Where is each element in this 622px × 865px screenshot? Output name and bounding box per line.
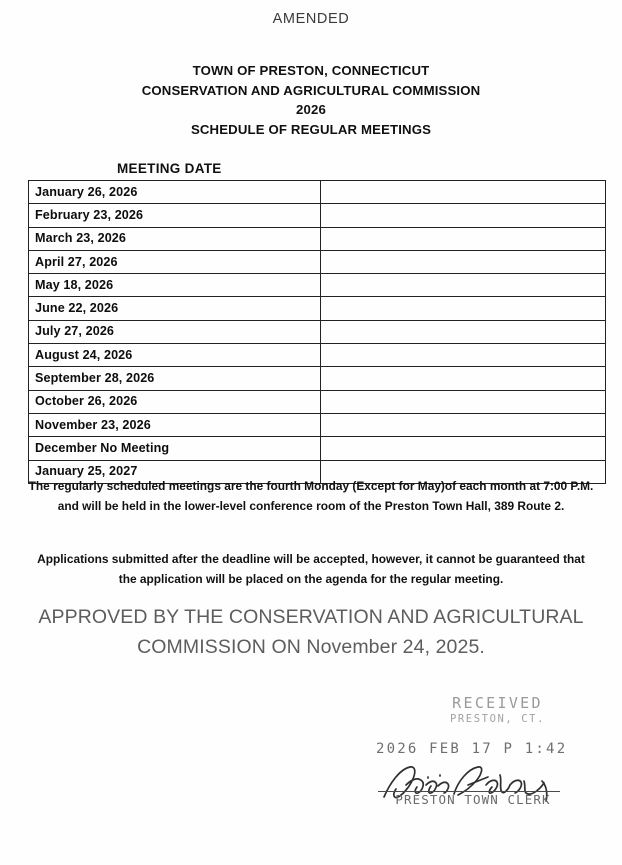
meeting-schedule-table [28, 180, 606, 484]
meeting-date-cell: October 26, 2026 [29, 390, 321, 413]
document-title-block [0, 61, 622, 139]
table-row [29, 320, 606, 343]
meeting-notes-cell [321, 344, 606, 367]
table-row [29, 344, 606, 367]
stamp-clerk-label: PRESTON TOWN CLERK [395, 792, 551, 807]
meeting-notes-cell [321, 413, 606, 436]
meeting-notes-cell [321, 227, 606, 250]
table-row [29, 367, 606, 390]
table-row [29, 274, 606, 297]
approval-statement: APPROVED BY THE CONSERVATION AND AGRICULTURAL COMMISSION ON November 24, 2025. [38, 606, 584, 658]
table-row [29, 250, 606, 273]
meeting-notes-cell [321, 250, 606, 273]
meeting-date-cell: August 24, 2026 [29, 344, 321, 367]
stamp-datetime: 2026 FEB 17 P 1:42 [376, 741, 568, 757]
meeting-date-cell: June 22, 2026 [29, 297, 321, 320]
table-row [29, 204, 606, 227]
table-row [29, 181, 606, 204]
meeting-date-cell: September 28, 2026 [29, 367, 321, 390]
meeting-date-cell: November 23, 2026 [29, 413, 321, 436]
table-row [29, 437, 606, 460]
schedule-note-paragraph: The regularly scheduled meetings are the fourth Monday (Except for May)of each month at 7:00 P.M. and will be held in the lower-level conference room of the Preston Town Hall, 389 Route 2. [28, 479, 594, 513]
title-line-year: 2026 [296, 102, 326, 117]
meeting-date-cell: July 27, 2026 [29, 320, 321, 343]
title-line-schedule: SCHEDULE OF REGULAR MEETINGS [190, 121, 432, 137]
meeting-date-cell: May 18, 2026 [29, 274, 321, 297]
applications-note-paragraph: Applications submitted after the deadline will be accepted, however, it cannot be guaranteed that the application will be placed on the agenda for the regular meeting. [37, 552, 585, 586]
meeting-notes-cell [321, 204, 606, 227]
meeting-date-cell: February 23, 2026 [29, 204, 321, 227]
meeting-date-column-header: MEETING DATE [117, 161, 222, 176]
meeting-date-cell: January 26, 2026 [29, 181, 321, 204]
stamp-city-label: PRESTON, CT. [449, 713, 546, 725]
table-row [29, 227, 606, 250]
table-row [29, 390, 606, 413]
meeting-notes-cell [321, 274, 606, 297]
title-line-commission: CONSERVATION AND AGRICULTURAL COMMISSION [141, 82, 481, 98]
meeting-notes-cell [321, 320, 606, 343]
meeting-notes-cell [321, 437, 606, 460]
meeting-notes-cell [321, 367, 606, 390]
meeting-date-cell: January 25, 2027 [29, 460, 321, 483]
amended-heading: AMENDED [272, 11, 350, 27]
meeting-table-body [29, 181, 606, 484]
meeting-notes-cell [321, 181, 606, 204]
title-line-town: TOWN OF PRESTON, CONNECTICUT [192, 63, 430, 78]
received-stamp [372, 694, 597, 809]
clerk-signature-area [372, 763, 597, 809]
stamp-received-label: RECEIVED [452, 694, 543, 712]
meeting-date-cell: April 27, 2026 [29, 250, 321, 273]
meeting-date-cell: March 23, 2026 [29, 227, 321, 250]
table-row [29, 413, 606, 436]
meeting-date-cell: December No Meeting [29, 437, 321, 460]
meeting-notes-cell [321, 297, 606, 320]
table-row [29, 297, 606, 320]
meeting-notes-cell [321, 390, 606, 413]
